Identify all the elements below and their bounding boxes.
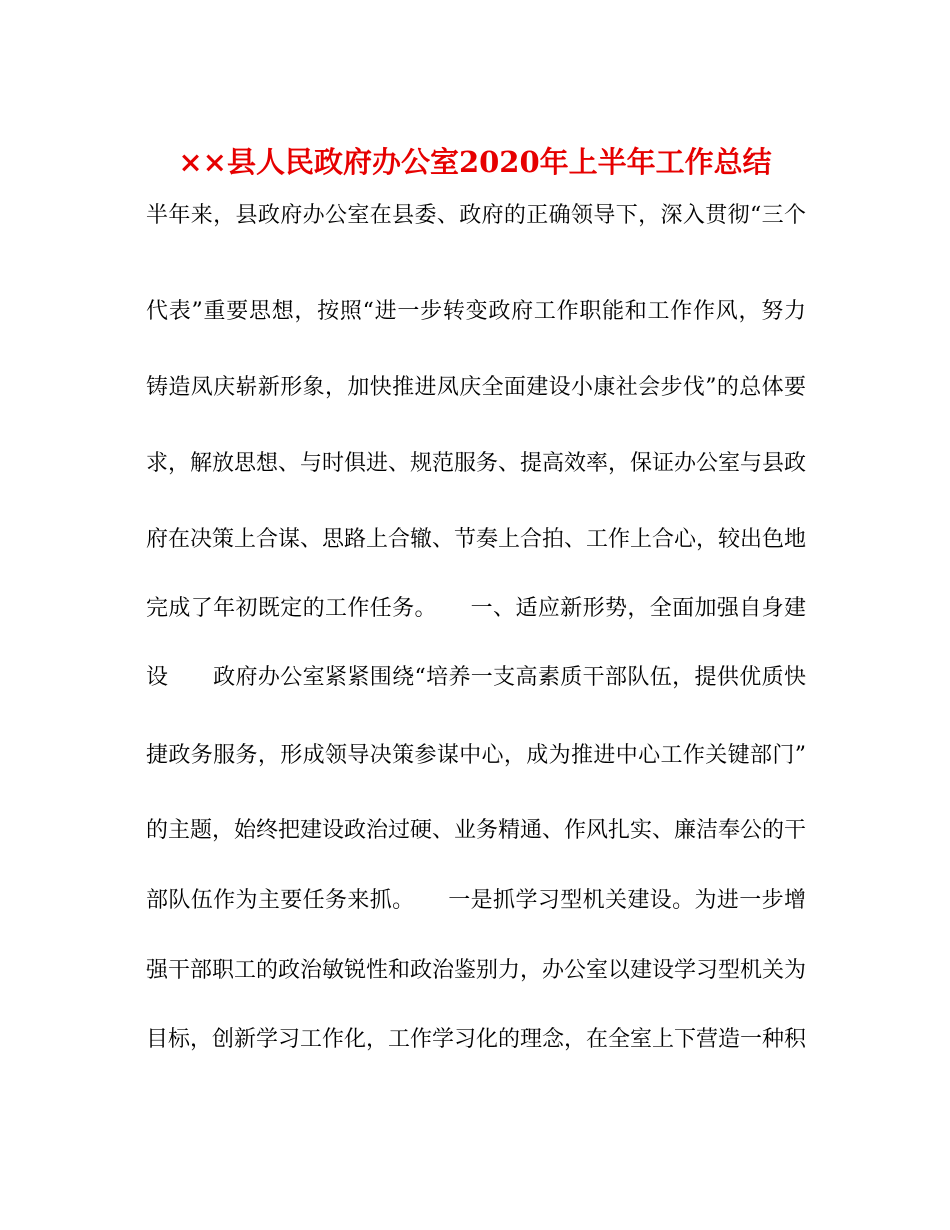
body-line: 设 政府办公室紧紧围绕“培养一支高素质干部队伍，提供优质快 — [146, 665, 806, 690]
document-title: ××县人民政府办公室2020年上半年工作总结 — [178, 145, 772, 179]
body-line: 捷政务服务，形成领导决策参谋中心，成为推进中心工作关键部门” — [146, 743, 806, 768]
body-line: 半年来，县政府办公室在县委、政府的正确领导下，深入贯彻“三个 — [146, 203, 806, 228]
body-line: 目标，创新学习工作化，工作学习化的理念，在全室上下营造一种积 — [146, 1027, 807, 1052]
body-line: 部队伍作为主要任务来抓。 一是抓学习型机关建设。为进一步增 — [146, 888, 806, 913]
body-line: 代表”重要思想，按照“进一步转变政府工作职能和工作作风，努力 — [146, 299, 806, 324]
body-line: 强干部职工的政治敏锐性和政治鉴别力，办公室以建设学习型机关为 — [146, 958, 807, 983]
body-line: 的主题，始终把建设政治过硬、业务精通、作风扎实、廉洁奉公的干 — [146, 818, 807, 843]
body-line: 铸造凤庆崭新形象，加快推进凤庆全面建设小康社会步伐”的总体要 — [146, 375, 806, 400]
body-line: 府在决策上合谋、思路上合辙、节奏上合拍、工作上合心，较出色地 — [146, 527, 807, 552]
body-line: 求，解放思想、与时俱进、规范服务、提高效率，保证办公室与县政 — [146, 451, 807, 476]
body-line: 完成了年初既定的工作任务。 一、适应新形势，全面加强自身建 — [146, 596, 806, 621]
